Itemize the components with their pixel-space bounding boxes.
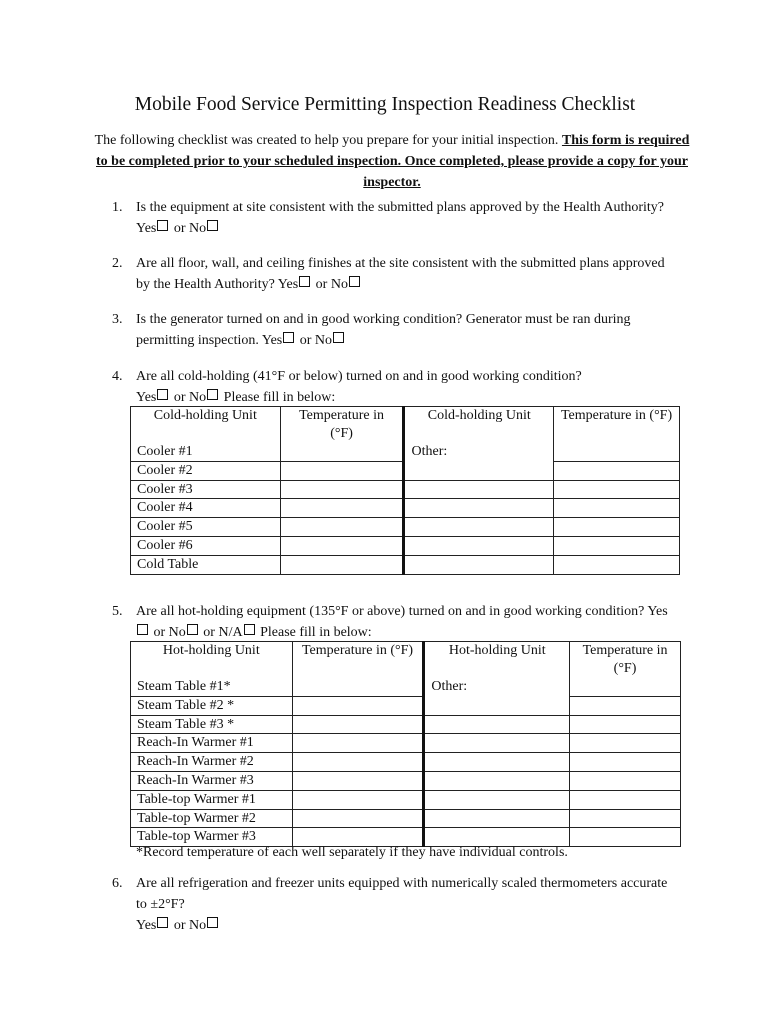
unit-field[interactable]: [424, 790, 570, 809]
unit-field[interactable]: [424, 771, 570, 790]
temperature-field[interactable]: [292, 753, 424, 772]
temperature-field[interactable]: [570, 678, 681, 696]
unit-field[interactable]: [424, 828, 570, 847]
temperature-field[interactable]: [280, 443, 404, 461]
unit-field[interactable]: [424, 809, 570, 828]
temperature-field[interactable]: [554, 555, 680, 574]
question-text: Are all hot-holding equipment (135°F or above) turned on and in good working condition?: [136, 604, 645, 619]
unit-field[interactable]: [404, 518, 554, 537]
footnote: *Record temperature of each well separately if they have individual controls.: [136, 845, 568, 860]
yes-checkbox[interactable]: [157, 917, 168, 928]
question-text: Is the generator turned on and in good working condition? Generator must be ran during permitting inspection.: [136, 312, 631, 348]
unit-field[interactable]: [404, 499, 554, 518]
yes-checkbox[interactable]: [157, 389, 168, 400]
question-number: 5.: [112, 604, 123, 619]
temperature-field[interactable]: [570, 771, 681, 790]
no-label: No: [330, 277, 348, 292]
intro-required-notice: This form is required to be completed prior to your scheduled inspection. Once completed, please provide a copy for your inspector.: [96, 133, 690, 190]
temperature-field[interactable]: [554, 499, 680, 518]
unit-field[interactable]: [424, 753, 570, 772]
unit-label: Table-top Warmer #3: [131, 828, 293, 847]
unit-field[interactable]: [404, 461, 554, 480]
temperature-field[interactable]: [554, 480, 680, 499]
or-label: or: [153, 625, 166, 640]
fill-instruction: Please fill in below:: [223, 390, 336, 405]
unit-field[interactable]: [424, 715, 570, 734]
question-6: [112, 873, 672, 936]
question-number: 3.: [112, 312, 123, 327]
unit-label: Steam Table #1*: [131, 678, 293, 696]
yes-label: Yes: [647, 604, 668, 619]
column-header: Hot-holding Unit: [131, 642, 293, 679]
question-1: [112, 197, 672, 239]
temperature-field[interactable]: [554, 536, 680, 555]
question-text: Are all floor, wall, and ceiling finishes at the site consistent with the submitted plans approved by the Health Authority?: [136, 256, 665, 292]
temperature-field[interactable]: [570, 715, 681, 734]
yes-label: Yes: [136, 918, 157, 933]
temperature-field[interactable]: [570, 828, 681, 847]
or-label: or: [173, 221, 186, 236]
question-3: [112, 309, 672, 351]
unit-label: Cold Table: [131, 555, 281, 574]
temperature-field[interactable]: [292, 790, 424, 809]
unit-label: Cooler #2: [131, 461, 281, 480]
temperature-field[interactable]: [280, 555, 404, 574]
temperature-field[interactable]: [280, 536, 404, 555]
question-number: 4.: [112, 369, 123, 384]
unit-field[interactable]: [424, 734, 570, 753]
temperature-field[interactable]: [292, 828, 424, 847]
question-number: 2.: [112, 256, 123, 271]
column-header: Temperature in (°F): [292, 642, 424, 679]
no-checkbox[interactable]: [333, 332, 344, 343]
temperature-field[interactable]: [570, 809, 681, 828]
fill-instruction: Please fill in below:: [260, 625, 372, 640]
no-label: No: [189, 390, 207, 405]
unit-field[interactable]: [404, 555, 554, 574]
temperature-field[interactable]: [280, 480, 404, 499]
page-title: Mobile Food Service Permitting Inspection Readiness Checklist: [134, 94, 636, 115]
temperature-field[interactable]: [292, 696, 424, 715]
temperature-field[interactable]: [292, 678, 424, 696]
question-number: 1.: [112, 200, 123, 215]
question-number: 6.: [112, 876, 123, 891]
hot-holding-table: [130, 641, 681, 847]
temperature-field[interactable]: [292, 771, 424, 790]
unit-label: Reach-In Warmer #3: [131, 771, 293, 790]
no-label: No: [314, 333, 333, 348]
unit-label: Cooler #4: [131, 499, 281, 518]
unit-field[interactable]: [404, 480, 554, 499]
yes-label: Yes: [136, 221, 157, 236]
no-checkbox[interactable]: [207, 917, 218, 928]
other-label: Other:: [424, 678, 570, 696]
temperature-field[interactable]: [292, 734, 424, 753]
temperature-field[interactable]: [280, 461, 404, 480]
or-label: or: [173, 918, 186, 933]
intro-text: The following checklist was created to help you prepare for your initial inspection.: [94, 133, 562, 148]
unit-field[interactable]: [424, 696, 570, 715]
intro-paragraph: [92, 130, 692, 193]
no-label: No: [168, 625, 186, 640]
na-checkbox[interactable]: [244, 624, 255, 635]
unit-label: Table-top Warmer #2: [131, 809, 293, 828]
question-text: Are all refrigeration and freezer units equipped with numerically scaled thermometers accurate to ±2°F?: [136, 876, 668, 912]
temperature-field[interactable]: [292, 715, 424, 734]
temperature-field[interactable]: [292, 809, 424, 828]
column-header: Temperature in (°F): [280, 407, 404, 444]
column-header: Temperature in (°F): [554, 407, 680, 444]
unit-label: Table-top Warmer #1: [131, 790, 293, 809]
no-checkbox[interactable]: [187, 624, 198, 635]
column-header: Temperature in (°F): [570, 642, 681, 679]
temperature-field[interactable]: [570, 734, 681, 753]
yes-label: Yes: [136, 390, 157, 405]
or-label: or: [203, 625, 215, 640]
other-label: Other:: [404, 443, 554, 461]
no-label: No: [189, 918, 207, 933]
yes-checkbox[interactable]: [299, 276, 310, 287]
unit-label: Cooler #1: [131, 443, 281, 461]
or-label: or: [299, 333, 312, 348]
temperature-field[interactable]: [280, 499, 404, 518]
question-text: Are all cold-holding (41°F or below) turned on and in good working condition?: [136, 369, 582, 384]
column-header: Cold-holding Unit: [404, 407, 554, 444]
unit-label: Reach-In Warmer #1: [131, 734, 293, 753]
temperature-field[interactable]: [570, 753, 681, 772]
temperature-field[interactable]: [570, 790, 681, 809]
or-label: or: [315, 277, 328, 292]
question-2: [112, 253, 672, 295]
cold-holding-table: [130, 406, 680, 575]
unit-label: Reach-In Warmer #2: [131, 753, 293, 772]
yes-label: Yes: [277, 277, 299, 292]
unit-label: Steam Table #3 *: [131, 715, 293, 734]
unit-label: Cooler #6: [131, 536, 281, 555]
unit-label: Cooler #5: [131, 518, 281, 537]
column-header: Hot-holding Unit: [424, 642, 570, 679]
unit-field[interactable]: [404, 536, 554, 555]
na-label: N/A: [218, 625, 243, 640]
temperature-field[interactable]: [280, 518, 404, 537]
question-text: Is the equipment at site consistent with the submitted plans approved by the Health Authority?: [136, 200, 665, 215]
no-label: No: [189, 221, 207, 236]
yes-label: Yes: [261, 333, 283, 348]
no-checkbox[interactable]: [207, 220, 218, 231]
unit-label: Steam Table #2 *: [131, 696, 293, 715]
question-5: [112, 601, 672, 643]
column-header: Cold-holding Unit: [131, 407, 281, 444]
or-label: or: [173, 390, 186, 405]
temperature-field[interactable]: [570, 696, 681, 715]
yes-checkbox[interactable]: [157, 220, 168, 231]
no-checkbox[interactable]: [349, 276, 360, 287]
question-4: [112, 366, 672, 408]
temperature-field[interactable]: [554, 518, 680, 537]
no-checkbox[interactable]: [207, 389, 218, 400]
yes-checkbox[interactable]: [283, 332, 294, 343]
temperature-field[interactable]: [554, 443, 680, 461]
yes-checkbox[interactable]: [137, 624, 148, 635]
unit-label: Cooler #3: [131, 480, 281, 499]
temperature-field[interactable]: [554, 461, 680, 480]
